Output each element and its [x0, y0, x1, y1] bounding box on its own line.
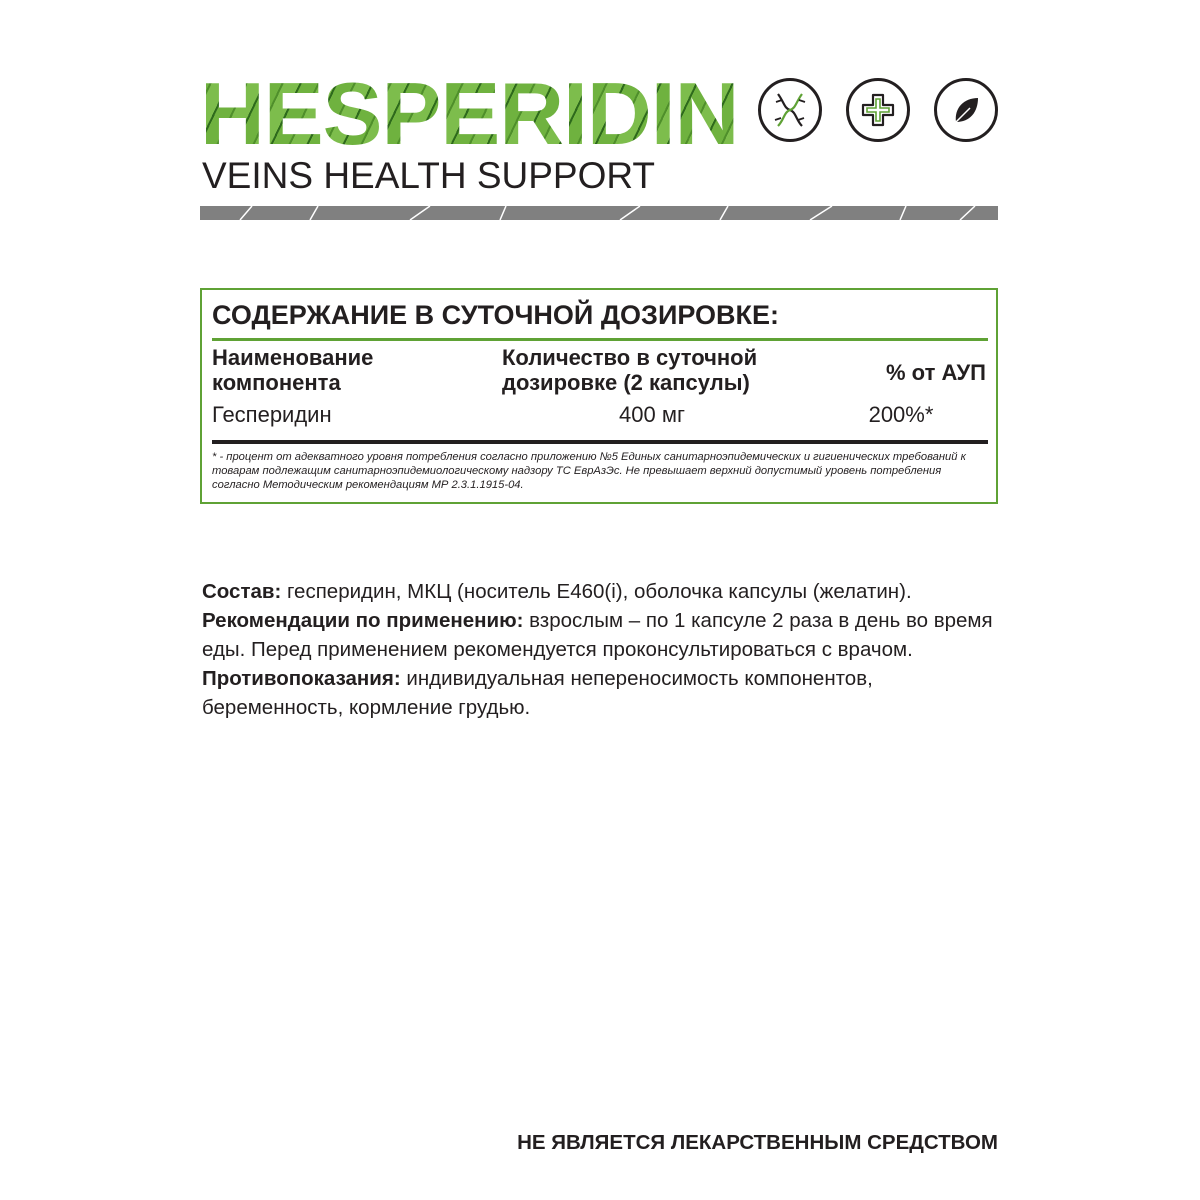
column-header-amount: Количество в суточной дозировке (2 капсулы) [502, 345, 758, 395]
veins-icon [758, 78, 822, 142]
benefit-icons [758, 78, 998, 142]
column-header-name: Наименование компонента [212, 345, 374, 395]
product-subtitle: VEINS HEALTH SUPPORT [202, 155, 656, 196]
contraindications: Противопоказания: индивидуальная непереносимость компонентов, беременность, кормление грудью. [202, 667, 873, 719]
row-amount: 400 мг [619, 402, 685, 427]
decorative-stripe [200, 206, 998, 220]
product-info [202, 577, 1002, 722]
usage-recommendations: Рекомендации по применению: взрослым – по 1 капсуле 2 раза в день во время еды. Перед применением рекомендуется проконсультироваться с врачом. [202, 609, 993, 661]
composition: Состав: гесперидин, МКЦ (носитель Е460(i), оболочка капсулы (желатин). [202, 580, 912, 603]
table-bottom-line [212, 440, 988, 444]
dosage-table [200, 288, 998, 504]
row-name: Гесперидин [212, 402, 332, 427]
product-title: HESPERIDIN [200, 64, 739, 163]
dosage-table-heading: СОДЕРЖАНИЕ В СУТОЧНОЙ ДОЗИРОВКЕ: [212, 300, 780, 330]
row-percent: 200%* [868, 402, 934, 427]
leaf-icon [934, 78, 998, 142]
medical-cross-icon [846, 78, 910, 142]
column-header-percent: % от АУП [886, 360, 986, 385]
footnote: * - процент от адекватного уровня потребления согласно приложению №5 Единых санитарноэпидемических и гигиенических требований к товарам подлежащим санитарноэпидемиологическому надзору ТС ЕврАзЭс. Не превышает верхний допустимый уровень потребления согласно Методическим рекомендациям МР 2.3.1.1915-04. [212, 451, 966, 491]
disclaimer: НЕ ЯВЛЯЕТСЯ ЛЕКАРСТВЕННЫМ СРЕДСТВОМ [517, 1131, 998, 1154]
table-divider [212, 338, 988, 341]
